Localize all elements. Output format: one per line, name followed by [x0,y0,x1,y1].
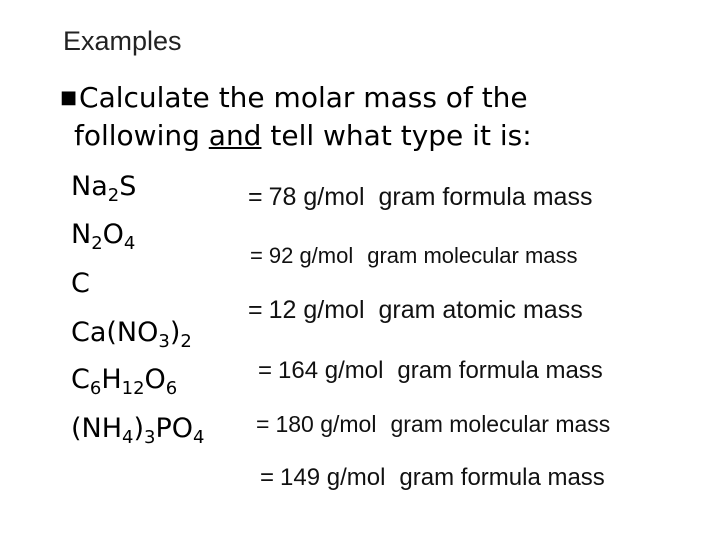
square-bullet-icon: ■ [60,87,78,108]
bullet-line-2: following and tell what type it is: [74,119,532,152]
answer-cano32: = 164 g/mol gram formula mass [258,357,603,384]
bullet-prompt [60,79,532,155]
formula-cano32: $Ca(NO_3)_2$ [71,317,192,352]
formula-nh43po4: $(NH_4)_3PO_4$ [71,413,205,448]
answer-na2s: = 78 g/mol gram formula mass [248,183,593,211]
bullet-line-1: ■Calculate the molar mass of the [60,81,528,114]
answer-c6h12o6: = 180 g/mol gram molecular mass [256,411,611,437]
formula-n2o4: $N_2O_4$ [71,219,136,254]
formula-c6h12o6: $C_6H_{12}O_6$ [71,364,178,399]
answer-c: = 12 g/mol gram atomic mass [248,296,583,324]
formula-na2s: $Na_2S$ [71,171,137,206]
formula-c: C [71,268,90,299]
slide-title: Examples [63,26,182,56]
answer-nh43po4: = 149 g/mol gram formula mass [260,464,605,491]
underlined-word: and [208,119,262,152]
answer-n2o4: = 92 g/mol gram molecular mass [250,243,578,268]
